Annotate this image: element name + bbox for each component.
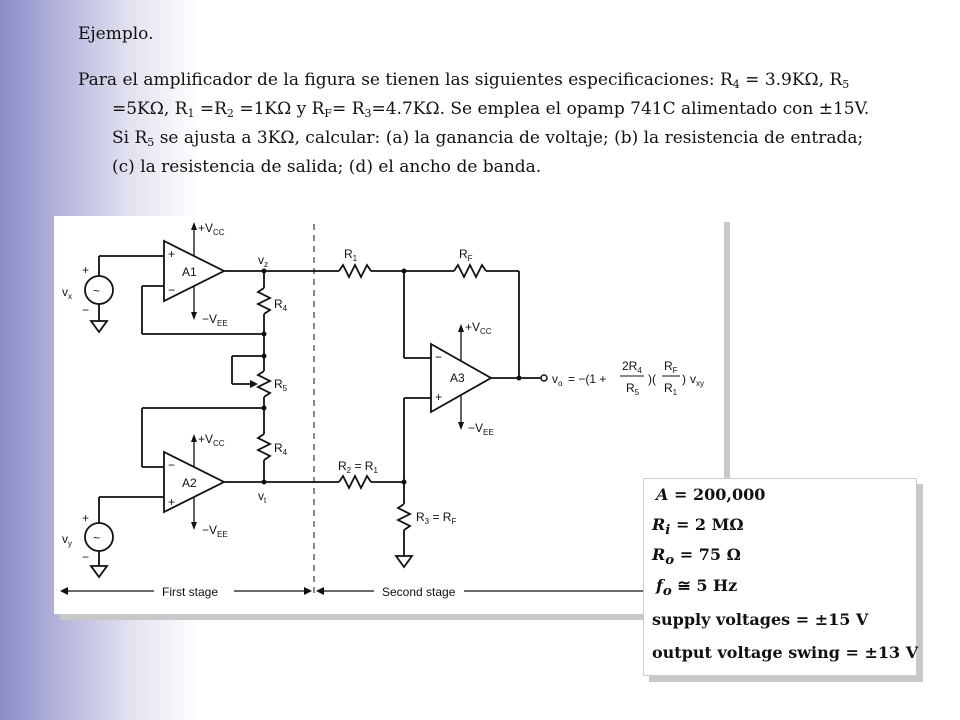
svg-text:R3 = RF: $R_3 = R_F$: [416, 510, 457, 526]
svg-text:R4: $R_4$: [274, 441, 288, 457]
resistor-r5: [258, 371, 270, 397]
label-vt: $v_t$: [258, 489, 267, 505]
svg-text:+: +: [82, 511, 90, 525]
a3-vee: $-V_{EE}$: [468, 421, 494, 437]
a1-vcc: $+V_{CC}$: [198, 221, 225, 237]
problem-statement: Para el amplificador de la figura se tienen las siguientes especificaciones: $R_4 = 3.9K\Omega$, $R_5 =5K\Omega$, $R_1 =R_2 =1K\Omega$ y $R_F= R_3=4.7K\Omega$. Se emplea el opamp 741C alimentado con ±15V. Si $R_5$ se ajusta a 3KΩ, calcular: (a) la ganancia de voltaje; (b) la resistencia de entrada; (c) la resistencia de salida; (d) el ancho de banda.: [78, 70, 870, 177]
svg-text:RF: $R_F$: [664, 359, 678, 375]
circuit-figure: [54, 216, 724, 614]
spec-output-swing: output voltage swing = ±13 V: [652, 643, 919, 662]
output-terminal: [541, 375, 547, 381]
tilde-icon: ~: [93, 284, 101, 298]
svg-text:R1: $R_1$: [664, 381, 678, 397]
a1-plus: +: [168, 247, 176, 261]
svg-text:)(: )(: [648, 372, 656, 386]
svg-text:−: −: [82, 550, 90, 564]
svg-text:vxy: $v_{xy}$: [690, 372, 704, 388]
label-a3: A3: [450, 371, 465, 385]
svg-text:~: ~: [93, 531, 101, 545]
svg-text:R5: $R_5$: [626, 381, 640, 397]
svg-text:2R4: $2R_4$: [622, 359, 642, 375]
svg-text:−: −: [435, 350, 443, 364]
svg-text:RF: $R_F$: [459, 247, 473, 263]
spec-bandwidth: $f_o$ ≅ 5 Hz: [656, 576, 738, 600]
svg-text:−: −: [168, 458, 176, 472]
svg-text:): ): [682, 372, 686, 386]
label-vx: $v_x$: [62, 285, 72, 301]
svg-text:−: −: [82, 303, 90, 317]
resistor-r4-top: [258, 288, 270, 314]
second-stage-label: Second stage: [382, 585, 456, 599]
label-vz: $v_z$: [258, 253, 268, 269]
first-stage-label: First stage: [162, 585, 219, 599]
label-vo: $v_o$: [552, 372, 563, 388]
a1-minus: −: [168, 283, 176, 297]
spec-output-resistance: $R_o = 75$ Ω: [652, 545, 741, 569]
resistor-rf: [454, 265, 486, 277]
resistor-r1: [339, 265, 371, 277]
label-vy: $v_y$: [62, 532, 72, 548]
svg-text:R4: $R_4$: [274, 297, 288, 313]
opamp-specs-table: [643, 478, 917, 676]
slide-title: Ejemplo.: [78, 24, 154, 44]
svg-text:+: +: [168, 495, 176, 509]
resistor-r2: [339, 476, 371, 488]
label-a1: A1: [182, 265, 197, 279]
svg-text:+: +: [435, 390, 443, 404]
ground-icon: [91, 321, 107, 332]
svg-text:R5: $R_5$: [274, 377, 288, 393]
spec-input-resistance: $R_i = 2$ MΩ: [652, 515, 744, 539]
spec-supply-voltages: supply voltages = ±15 V: [652, 610, 869, 629]
a2-vcc: $+V_{CC}$: [198, 432, 225, 448]
spec-gain: A = 200,000: [656, 485, 766, 504]
a1-vee: $-V_{EE}$: [202, 312, 228, 328]
label-a2: A2: [182, 476, 197, 490]
gain-formula: = −(1 +: [568, 372, 607, 386]
svg-text:+: +: [82, 263, 90, 277]
svg-text:R2 = R1: $R_2 = R_1$: [338, 459, 378, 475]
resistor-r3: [398, 504, 410, 530]
resistor-r4-bottom: [258, 434, 270, 460]
a2-vee: $-V_{EE}$: [202, 523, 228, 539]
svg-text:R1: $R_1$: [344, 247, 358, 263]
a3-vcc: $+V_{CC}$: [465, 320, 492, 336]
instrumentation-amplifier-diagram: [54, 216, 724, 614]
